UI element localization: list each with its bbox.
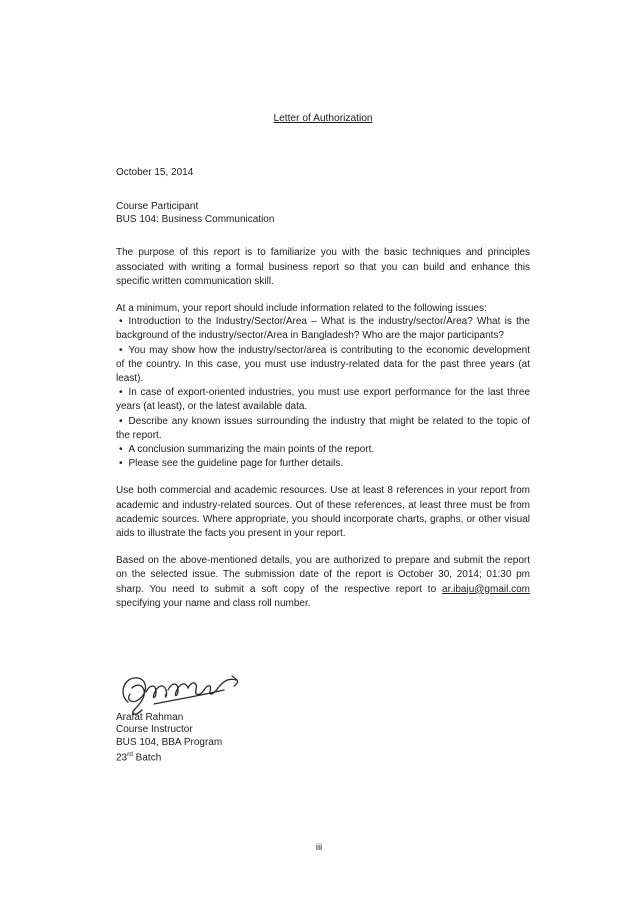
authorization-text: Based on the above-mentioned details, you are authorized to prepare and submit the report on the selected issue. The submission date of the report is October 30, 2014; 01:30 pm sharp. You need to submit a soft copy of the respective report to — [116, 555, 530, 595]
issue-item — [116, 457, 530, 471]
recipient-block — [116, 200, 530, 226]
signer-batch — [116, 749, 222, 765]
bullet-icon: • — [119, 444, 123, 456]
issue-text: In case of export-oriented industries, you must use export performance for the last three years (at least), or the latest available data. — [116, 387, 530, 413]
issue-item — [116, 443, 530, 457]
letter-date: October 15, 2014 — [116, 167, 194, 179]
signer-program: BUS 104, BBA Program — [116, 736, 223, 748]
resources-paragraph: Use both commercial and academic resources. Use at least 8 references in your report from academic and industry-related sources. Out of these references, at least three must be from academic sources. Where appropriate, you should incorporate charts, graphs, or other visual aids to illustrate the facts you present in your report. — [116, 485, 530, 540]
bullet-icon: • — [119, 458, 123, 470]
letter-title: Letter of Authorization — [273, 113, 373, 124]
bullet-icon: • — [119, 415, 123, 427]
bullet-icon: • — [119, 316, 123, 328]
issue-text: A conclusion summarizing the main points of the report. — [128, 444, 375, 456]
authorization-text-end: specifying your name and class roll number. — [116, 597, 311, 609]
batch-label: Batch — [132, 752, 162, 764]
issues-lead: At a minimum, your report should include information related to the following issues: — [116, 303, 487, 315]
email-link[interactable]: ar.ibaju@gmail.com — [442, 583, 530, 595]
signer-role: Course Instructor — [116, 724, 193, 736]
issue-text: Please see the guideline page for further details. — [128, 458, 344, 470]
issue-text: You may show how the industry/sector/area is contributing to the economic development of the country. In this case, you must use industry-related data for the past three years (at least). — [116, 344, 530, 385]
issue-item — [116, 344, 530, 387]
issue-item — [116, 386, 530, 414]
bullet-icon: • — [119, 387, 123, 399]
batch-ordinal: rd — [127, 751, 133, 759]
issue-text: Describe any known issues surrounding the industry that might be related to the topic of the report. — [116, 415, 530, 441]
issue-text: Introduction to the Industry/Sector/Area – What is the industry/sector/Area? What is the background of the industry/sector/Area in Bangladesh? Who are the major participants? — [116, 316, 530, 342]
issue-item — [116, 315, 530, 343]
recipient-line: BUS 104: Business Communication — [116, 214, 275, 226]
issue-item — [116, 415, 530, 443]
issues-list — [116, 315, 530, 471]
signer-name: Arafat Rahman — [116, 712, 184, 723]
recipient-line: Course Participant — [116, 201, 199, 213]
intro-paragraph: The purpose of this report is to familiarize you with the basic techniques and principles associated with writing a formal business report so that you can build and enhance this specific written communication skill. — [116, 247, 530, 287]
letter-body — [116, 112, 530, 624]
batch-number: 23 — [116, 752, 128, 764]
authorization-paragraph — [116, 554, 530, 611]
signoff-block — [116, 712, 222, 765]
bullet-icon: • — [119, 344, 123, 356]
page-number: iii — [315, 842, 323, 853]
